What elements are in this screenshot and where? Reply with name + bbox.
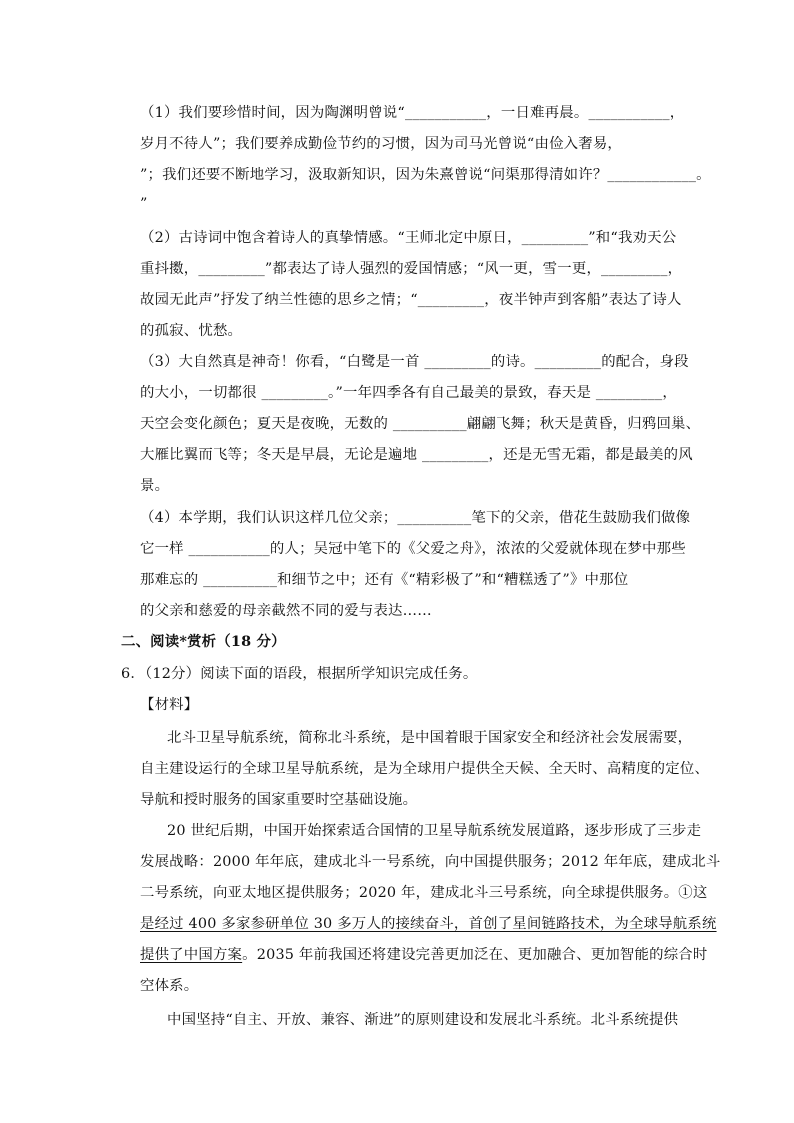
text-line: 那难忘的 __________和细节之中；还有《“精彩极了”和“糟糕透了”》中那位 [140,572,629,588]
text-segment: 。2035 年前我国还将建设完善更加泛在、更加融合、更加智能的综合时 [242,947,708,963]
text-line: 的孤寂、忧愁。 [140,323,243,339]
text-line: 景。 [140,478,170,494]
text-line: 自主建设运行的全球卫星导航系统，是为全球用户提供全天候、全天时、高精度的定位、 [140,761,710,777]
text-line: 重抖擞，_________”都表达了诗人强烈的爱国情感；“风一更，雪一更，_________， [140,261,683,277]
material-label: 【材料】 [140,697,199,713]
question-stem: 6．（12分）阅读下面的语段，根据所学知识完成任务。 [121,666,478,682]
text-line: 的父亲和慈爱的母亲截然不同的爱与表达…… [140,603,432,619]
text-line: 的大小，一切都很 _________。”一年四季各有自己最美的景致，春天是 _________， [140,385,677,401]
text-line: 导航和授时服务的国家重要时空基础设施。 [140,792,418,808]
text-line: 空体系。 [140,978,199,994]
underlined-segment: 提供了中国方案 [140,947,243,963]
text-line: （3）大自然真是神奇！你看，“白鹭是一首 _________的诗。_________的配合，身段 [140,354,689,370]
text-line: ” [140,196,148,212]
text-line: （4）本学期，我们认识这样几位父亲；__________笔下的父亲，借花生鼓励我们做像 [140,510,691,526]
text-line: 中国坚持“自主、开放、兼容、渐进”的原则建设和发展北斗系统。北斗系统提供 [167,1012,679,1028]
text-line: 它一样 ___________的人；吴冠中笔下的《父爱之舟》，浓浓的父爱就体现在梦中那些 [140,541,686,557]
text-line: （2）古诗词中饱含着诗人的真挚情感。“王师北定中原日，_________”和“我劝天公 [140,230,677,246]
text-line: （1）我们要珍惜时间，因为陶渊明曾说“___________，一日难再晨。___________， [140,105,685,121]
text-line: 天空会变化颜色；夏天是夜晚，无数的 __________翩翩飞舞；秋天是黄昏，归鸦回巢、 [140,416,701,432]
text-line: 发展战略：2000 年年底，建成北斗一号系统，向中国提供服务；2012 年年底，建成北斗 [140,854,721,870]
text-line: 故园无此声”抒发了纳兰性德的思乡之情；“_________，夜半钟声到客船”表达了诗人 [140,292,682,308]
underlined-segment: ①这 [678,885,708,901]
text-line: 大雁比翼而飞等；冬天是早晨，无论是遍地 _________，还是无雪无霜，都是最美的风 [140,447,693,463]
text-line: 北斗卫星导航系统，简称北斗系统，是中国着眼于国家安全和经济社会发展需要， [167,730,693,746]
text-segment: 二号系统，向亚太地区提供服务；2020 年，建成北斗三号系统，向全球提供服务。 [140,885,679,901]
text-line: 岁月不待人”；我们要养成勤俭节约的习惯，因为司马光曾说“由俭入奢易， [140,136,623,152]
text-line: ”；我们还要不断地学习，汲取新知识，因为朱熹曾说“问渠那得清如许？____________。 [140,167,711,183]
text-line [140,945,707,965]
text-line: 20 世纪后期，中国开始探索适合国情的卫星导航系统发展道路，逐步形成了三步走 [167,823,702,839]
section-heading: 二、阅读*赏析（18 分） [121,633,286,650]
underlined-sentence: 是经过 400 多家参研单位 30 多万人的接续奋斗，首创了星间链路技术，为全球导航系统 [140,916,717,932]
text-line [140,883,707,903]
